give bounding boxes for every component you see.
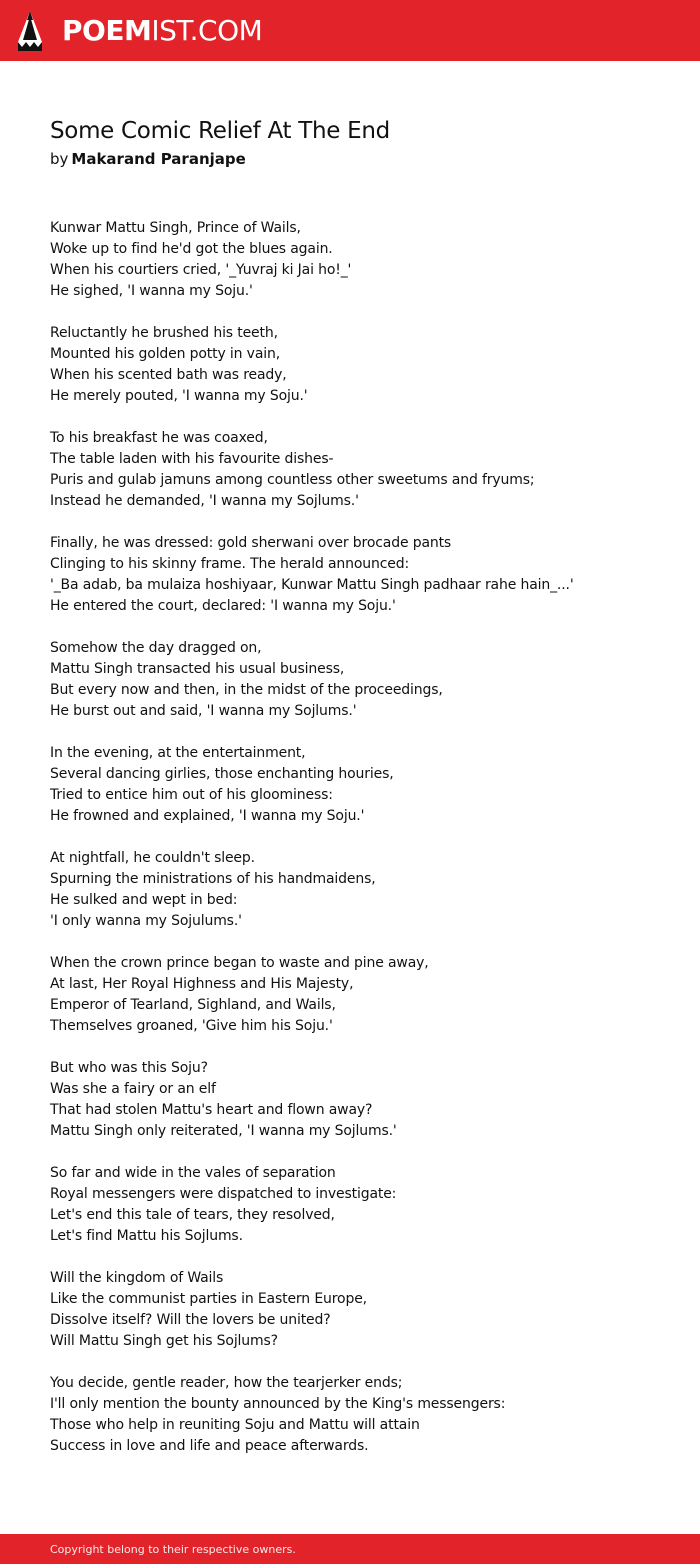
- poem-byline: [50, 150, 246, 168]
- poem-line: To his breakfast he was coaxed,: [50, 430, 268, 446]
- poem-stanza: [50, 1163, 670, 1247]
- author-name: Makarand Paranjape: [71, 150, 246, 168]
- poem-stanza: [50, 218, 670, 302]
- site-header: [0, 0, 700, 61]
- poem-line: Kunwar Mattu Singh, Prince of Wails,: [50, 220, 301, 236]
- poem-line: When the crown prince began to waste and pine away,: [50, 955, 429, 971]
- poem-line: Mounted his golden potty in vain,: [50, 346, 281, 362]
- poem-line: Success in love and life and peace afterwards.: [50, 1438, 369, 1454]
- poem-line: Like the communist parties in Eastern Europe,: [50, 1291, 367, 1307]
- poem-line: Let's find Mattu his Sojlums.: [50, 1228, 243, 1244]
- poem-line: But who was this Soju?: [50, 1060, 208, 1076]
- poem-stanza: [50, 848, 670, 932]
- poem-line: Somehow the day dragged on,: [50, 640, 262, 656]
- poem-title: Some Comic Relief At The End: [50, 118, 390, 144]
- poem-stanza: [50, 638, 670, 722]
- poem-line: He sighed, 'I wanna my Soju.': [50, 283, 253, 299]
- poem-line: Tried to entice him out of his gloominess:: [50, 787, 333, 803]
- poem-line: He entered the court, declared: 'I wanna my Soju.': [50, 598, 396, 614]
- poem-line: Several dancing girlies, those enchanting houries,: [50, 766, 394, 782]
- copyright-notice: Copyright belong to their respective owners.: [50, 1542, 296, 1556]
- site-logo-link[interactable]: [17, 10, 262, 52]
- poem-line: He frowned and explained, 'I wanna my Soju.': [50, 808, 365, 824]
- poem-line: Instead he demanded, 'I wanna my Sojlums.': [50, 493, 359, 509]
- poem-stanza: [50, 1268, 670, 1352]
- poem-line: Themselves groaned, 'Give him his Soju.': [50, 1018, 333, 1034]
- site-wordmark: [62, 13, 263, 47]
- poem-line: Will Mattu Singh get his Sojlums?: [50, 1333, 278, 1349]
- poem-line: At nightfall, he couldn't sleep.: [50, 850, 255, 866]
- poem-line: I'll only mention the bounty announced by the King's messengers:: [50, 1396, 506, 1412]
- poem-stanza: [50, 1058, 670, 1142]
- poem-line: Puris and gulab jamuns among countless other sweetums and fryums;: [50, 472, 535, 488]
- poem-stanza: [50, 533, 670, 617]
- poem-line: That had stolen Mattu's heart and flown away?: [50, 1102, 373, 1118]
- poem-line: Mattu Singh only reiterated, 'I wanna my Sojlums.': [50, 1123, 397, 1139]
- poem-line: Mattu Singh transacted his usual business,: [50, 661, 345, 677]
- poem-line: The table laden with his favourite dishes-: [50, 451, 334, 467]
- poem-line: Spurning the ministrations of his handmaidens,: [50, 871, 376, 887]
- poem-line: He burst out and said, 'I wanna my Sojlums.': [50, 703, 357, 719]
- poem-line: Woke up to find he'd got the blues again.: [50, 241, 333, 257]
- poem-line: Those who help in reuniting Soju and Mattu will attain: [50, 1417, 420, 1433]
- poem-line: Emperor of Tearland, Sighland, and Wails,: [50, 997, 336, 1013]
- poem-line: When his courtiers cried, '_Yuvraj ki Jai ho!_': [50, 262, 352, 278]
- poem-stanza: [50, 323, 670, 407]
- poem-line: Royal messengers were dispatched to investigate:: [50, 1186, 397, 1202]
- poem-line: He merely pouted, 'I wanna my Soju.': [50, 388, 308, 404]
- poem-line: 'I only wanna my Sojulums.': [50, 913, 242, 929]
- wordmark-light: IST.COM: [151, 13, 263, 47]
- poem-stanza: [50, 953, 670, 1037]
- poem-line: Will the kingdom of Wails: [50, 1270, 224, 1286]
- poem-line: Clinging to his skinny frame. The herald announced:: [50, 556, 410, 572]
- byline-prefix: by: [50, 150, 69, 168]
- poem-stanza: [50, 743, 670, 827]
- poem-line: You decide, gentle reader, how the tearjerker ends;: [50, 1375, 403, 1391]
- poem-line: Dissolve itself? Will the lovers be united?: [50, 1312, 331, 1328]
- poem-line: '_Ba adab, ba mulaiza hoshiyaar, Kunwar Mattu Singh padhaar rahe hain_...': [50, 577, 574, 593]
- poem-stanza: [50, 1373, 670, 1457]
- poem-line: Was she a fairy or an elf: [50, 1081, 216, 1097]
- wordmark-bold: POEM: [62, 13, 152, 47]
- poem-line: But every now and then, in the midst of the proceedings,: [50, 682, 443, 698]
- poem-stanza: [50, 428, 670, 512]
- poem-line: Finally, he was dressed: gold sherwani over brocade pants: [50, 535, 452, 551]
- poem-line: So far and wide in the vales of separation: [50, 1165, 336, 1181]
- poem-line: In the evening, at the entertainment,: [50, 745, 306, 761]
- poem-line: Let's end this tale of tears, they resolved,: [50, 1207, 335, 1223]
- poem-body: [50, 218, 670, 1478]
- poem-line: He sulked and wept in bed:: [50, 892, 238, 908]
- poem-line: Reluctantly he brushed his teeth,: [50, 325, 278, 341]
- pencil-tip-icon: [17, 10, 43, 52]
- site-footer: [0, 1534, 700, 1564]
- poem-line: At last, Her Royal Highness and His Majesty,: [50, 976, 354, 992]
- poem-line: When his scented bath was ready,: [50, 367, 287, 383]
